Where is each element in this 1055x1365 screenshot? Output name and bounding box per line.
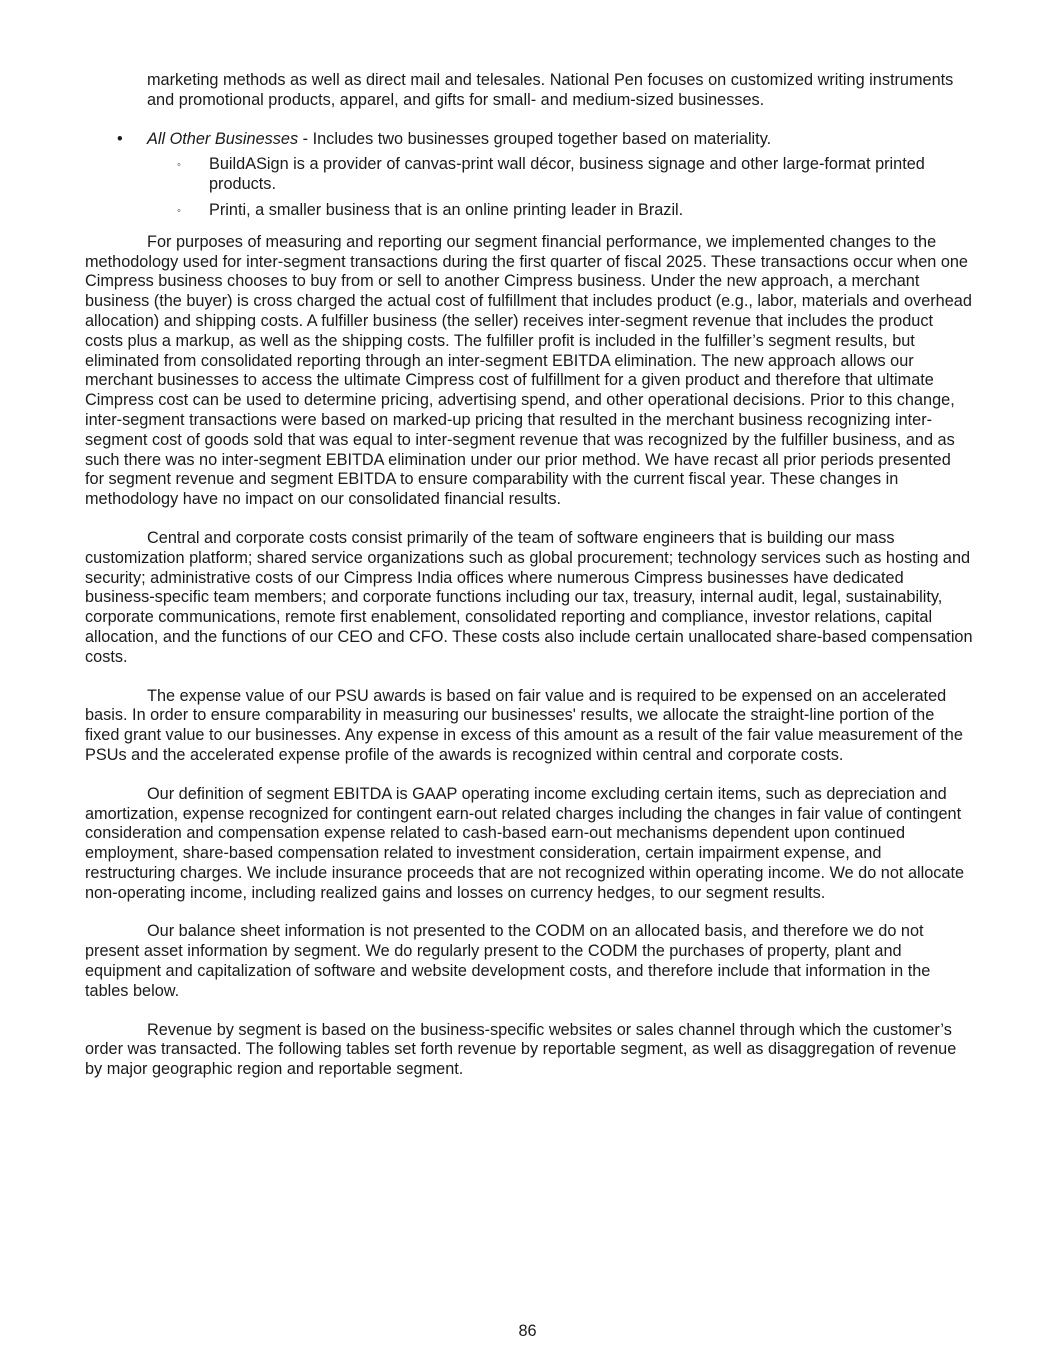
body-paragraphs [85,233,973,1080]
sub-bullet-item [85,155,973,195]
bullet-icon: • [117,129,123,148]
paragraph-segment-ebitda-definition: Our definition of segment EBITDA is GAAP operating income excluding certain items, such as depreciation and amortization, expense recognized for contingent earn-out related charges including the changes in fair value of contingent consideration and compensation expense related to cash-based earn-out mechanisms dependent upon continued employment, share-based compensation related to investment consideration, certain impairment expense, and restructuring charges. We include insurance proceeds that are not recognized within operating income. We do not allocate non-operating income, including realized gains and losses on currency hedges, to our segment results. [85,784,965,902]
sub-bullet-item [85,201,973,221]
bullet-all-other-businesses [85,130,973,221]
paragraph-psu-awards: The expense value of our PSU awards is based on fair value and is required to be expensed on an accelerated basis. In order to ensure comparability in measuring our businesses' results, we allocate the straight-line portion of the fixed grant value to our businesses. Any expense in excess of this amount as a result of the fair value measurement of the PSUs and the accelerated expense profile of the awards is recognized within central and corporate costs. [85,686,963,764]
paragraph-revenue-by-segment: Revenue by segment is based on the business-specific websites or sales channel through which the customer’s order was transacted. The following tables set forth revenue by reportable segment, as well as disaggregation of revenue by major geographic region and reportable segment. [85,1020,957,1079]
document-page [85,71,973,1080]
sub-bullet-text: BuildASign is a provider of canvas-print wall décor, business signage and other large-format printed products. [209,155,925,194]
paragraph-balance-sheet: Our balance sheet information is not presented to the CODM on an allocated basis, and therefore we do not present asset information by segment. We do regularly present to the CODM the purchases of property, plant and equipment and capitalization of software and website development costs, and therefore include that information in the tables below. [85,922,931,1000]
sub-bullet-text: Printi, a smaller business that is an online printing leader in Brazil. [209,200,684,219]
page-number: 86 [518,1322,537,1340]
paragraph-central-corporate-costs: Central and corporate costs consist primarily of the team of software engineers that is building our mass customization platform; shared service organizations such as global procurement; technology services such as hosting and security; administrative costs of our Cimpress India offices where numerous Cimpress businesses have dedicated business-specific team members; and corporate functions including our tax, treasury, internal audit, legal, sustainability, corporate communications, remote first enablement, consolidated reporting and compliance, investor relations, capital allocation, and the functions of our CEO and CFO. These costs also include certain unallocated share-based compensation costs. [85,528,973,666]
sub-bullet-list [85,155,973,220]
circle-bullet-icon: ◦ [177,204,181,217]
paragraph-intersegment-methodology: For purposes of measuring and reporting our segment financial performance, we implemented changes to the methodology used for inter-segment transactions during the first quarter of fiscal 2025. These transactions occur when one Cimpress business chooses to buy from or sell to another Cimpress business. Under the new approach, a merchant business (the buyer) is cross charged the actual cost of fulfillment that includes product (e.g., labor, materials and overhead allocation) and shipping costs. A fulfiller business (the seller) receives inter-segment revenue that includes the product costs plus a markup, as well as the shipping costs. The fulfiller profit is included in the fulfiller’s segment results, but eliminated from consolidated reporting through an inter-segment EBITDA elimination. The new approach allows our merchant businesses to access the ultimate Cimpress cost of fulfillment for a given product and therefore that ultimate Cimpress cost can be used to determine pricing, advertising spend, and other operational decisions. Prior to this change, inter-segment transactions were based on marked-up pricing that resulted in the merchant business recognizing inter-segment cost of goods sold that was equal to inter-segment revenue that was recognized by the fulfiller business, and as such there was no inter-segment EBITDA elimination under our prior method. We have recast all prior periods presented for segment revenue and segment EBITDA to ensure comparability with the current fiscal year. These changes in methodology have no impact on our consolidated financial results. [85,232,972,509]
circle-bullet-icon: ◦ [177,159,181,172]
bullet-text: - Includes two businesses grouped together based on materiality. [298,129,772,148]
continuation-paragraph: marketing methods as well as direct mail and telesales. National Pen focuses on customized writing instruments and promotional products, apparel, and gifts for small- and medium-sized businesses. [147,71,954,109]
bullet-title: All Other Businesses [147,129,299,148]
